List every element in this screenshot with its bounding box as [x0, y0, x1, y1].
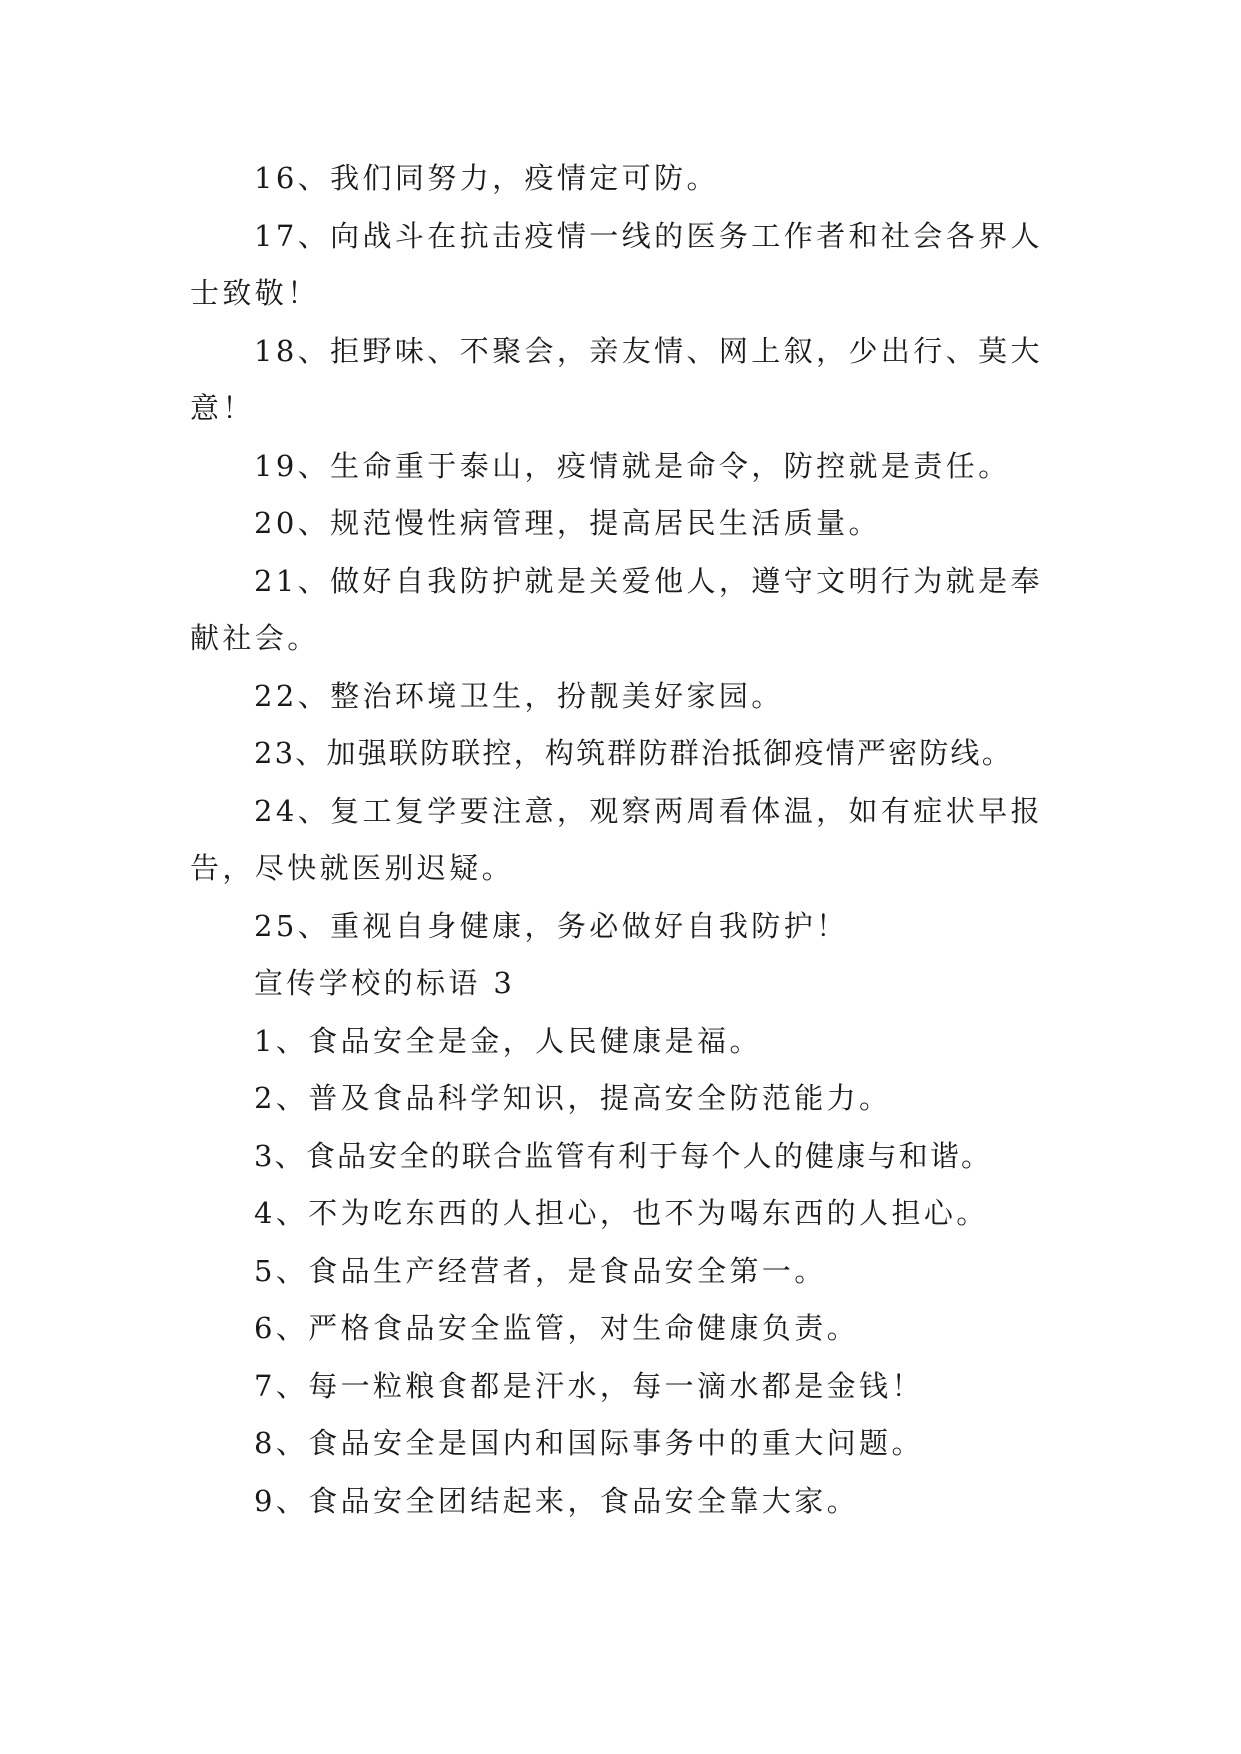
slogan-paragraph: 6、严格食品安全监管，对生命健康负责。: [254, 1311, 860, 1345]
slogan-paragraph: 1、食品安全是金，人民健康是福。: [254, 1023, 762, 1058]
slogan-paragraph: 8、食品安全是国内和国际事务中的重大问题。: [254, 1426, 924, 1460]
slogan-paragraph: 21、做好自我防护就是关爱他人，遵守文明行为就是奉献社会。: [190, 563, 1043, 655]
slogan-paragraph: 2、普及食品科学知识，提高安全防范能力。: [254, 1081, 892, 1115]
slogan-paragraph: 5、食品生产经营者，是食品安全第一。: [254, 1253, 827, 1288]
slogan-paragraph: 17、向战斗在抗击疫情一线的医务工作者和社会各界人士致敬！: [190, 218, 1043, 310]
section-heading: 宣传学校的标语 3: [254, 966, 516, 1000]
slogan-paragraph: 22、整治环境卫生，扮靓美好家园。: [254, 678, 784, 713]
slogan-paragraph: 18、拒野味、不聚会，亲友情、网上叙，少出行、莫大意！: [190, 333, 1043, 425]
document-body: [190, 150, 1070, 1530]
slogan-paragraph: 9、食品安全团结起来，食品安全靠大家。: [254, 1483, 860, 1518]
slogan-paragraph: 4、不为吃东西的人担心，也不为喝东西的人担心。: [254, 1196, 989, 1230]
slogan-paragraph: 19、生命重于泰山，疫情就是命令，防控就是责任。: [254, 448, 1011, 483]
slogan-paragraph: 7、每一粒粮食都是汗水，每一滴水都是金钱！: [254, 1368, 924, 1403]
slogan-paragraph: 20、规范慢性病管理，提高居民生活质量。: [254, 506, 881, 540]
slogan-paragraph: 16、我们同努力，疫情定可防。: [254, 161, 719, 195]
slogan-paragraph: 24、复工复学要注意，观察两周看体温，如有症状早报告，尽快就医别迟疑。: [190, 793, 1043, 885]
slogan-paragraph: 23、加强联防联控，构筑群防群治抵御疫情严密防线。: [254, 736, 1013, 770]
slogan-paragraph: 25、重视自身健康，务必做好自我防护！: [254, 908, 849, 943]
slogan-paragraph: 3、食品安全的联合监管有利于每个人的健康与和谐。: [254, 1138, 993, 1173]
